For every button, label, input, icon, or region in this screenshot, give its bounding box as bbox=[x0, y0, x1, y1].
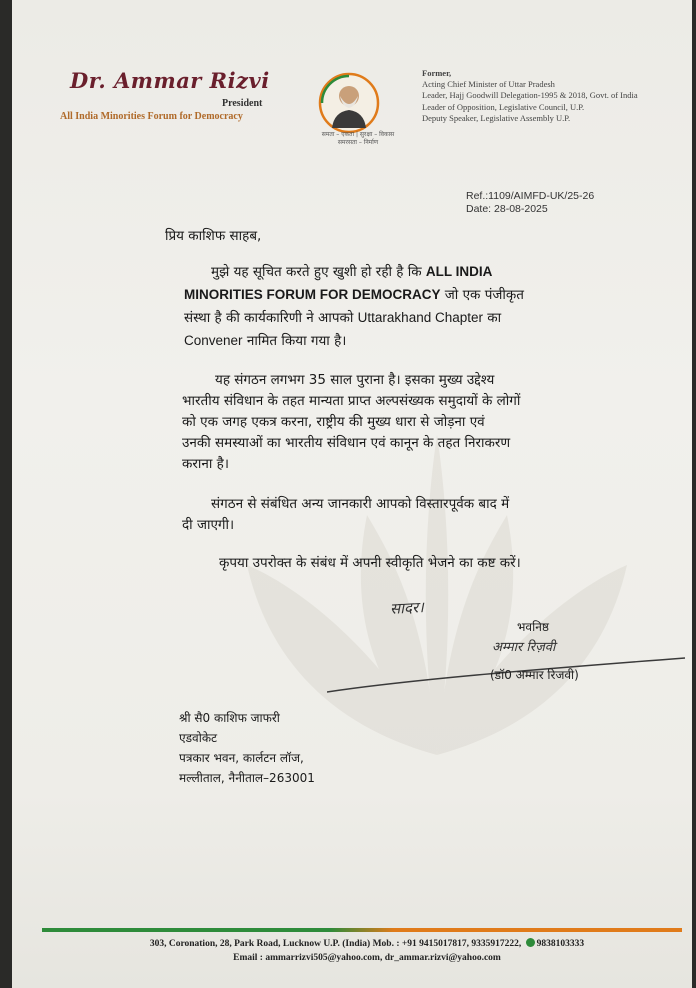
handwritten-signature: अम्मार रिज़वी bbox=[492, 640, 556, 655]
paragraph-2-line: भारतीय संविधान के तहत मान्यता प्राप्त अल्पसंख्यक समुदायों के लोगों bbox=[182, 393, 521, 409]
paragraph-3-line: संगठन से संबंधित अन्य जानकारी आपको विस्तारपूर्वक बाद में bbox=[211, 496, 510, 512]
chapter-name: Uttarakhand Chapter bbox=[357, 310, 483, 325]
footer-divider bbox=[42, 928, 682, 932]
former-role: Leader, Hajj Goodwill Delegation-1995 & 2018, Govt. of India bbox=[422, 90, 638, 101]
p1-text-c: संस्था है की कार्यकारिणी ने आपको bbox=[184, 310, 358, 326]
paragraph-3-line: दी जाएगी। bbox=[182, 517, 235, 533]
addressee-line: एडवोकेट bbox=[179, 731, 218, 745]
footer-address-text: 303, Coronation, 28, Park Road, Lucknow U.P. (India) Mob. : +91 9415017817, 9335917222, bbox=[149, 939, 522, 949]
motto-line-2: समरसता – निर्माण bbox=[337, 139, 379, 146]
addressee-line: पत्रकार भवन, कार्लटन लॉज, bbox=[179, 751, 304, 765]
p1-text-e: नामित किया गया है। bbox=[242, 333, 347, 349]
reference-block bbox=[466, 190, 594, 216]
closing-phrase: भवनिष्ठ bbox=[517, 620, 549, 634]
footer-address bbox=[47, 938, 687, 949]
former-role: Acting Chief Minister of Uttar Pradesh bbox=[422, 79, 555, 90]
addressee-line: मल्लीताल, नैनीताल–263001 bbox=[179, 771, 315, 785]
p1-text-d: का bbox=[483, 310, 502, 326]
paragraph-1-line-4 bbox=[184, 331, 346, 352]
paragraph-2-line: को एक जगह एकत्र करना, राष्ट्रीय की मुख्य धारा से जोड़ना एवं bbox=[182, 414, 485, 430]
letter-date: Date: 28-08-2025 bbox=[466, 203, 548, 215]
paragraph-2-line: कराना है। bbox=[182, 456, 229, 472]
convener-title: Convener bbox=[184, 333, 243, 348]
letterhead-motto bbox=[318, 131, 398, 147]
salutation: प्रिय काशिफ साहब, bbox=[165, 228, 262, 244]
letter-sheet bbox=[12, 0, 692, 988]
addressee-block bbox=[179, 708, 315, 788]
org-name-part-1: ALL INDIA bbox=[425, 264, 493, 279]
footer-email: Email : ammarrizvi505@yahoo.com, dr_ammar.rizvi@yahoo.com bbox=[233, 953, 501, 963]
letterhead-organization: All India Minorities Forum for Democracy bbox=[60, 111, 243, 122]
p1-text-b: जो एक पंजीकृत bbox=[440, 287, 524, 303]
p1-text-a: मुझे यह सूचित करते हुए खुशी हो रही है कि bbox=[211, 264, 426, 280]
paragraph-2-line: उनकी समस्याओं का भारतीय संविधान एवं कानून के तहत निराकरण bbox=[182, 435, 511, 451]
footer-whatsapp-number: 9838103333 bbox=[536, 939, 585, 949]
former-roles-block bbox=[422, 68, 638, 124]
former-role: Deputy Speaker, Legislative Assembly U.P. bbox=[422, 112, 571, 123]
whatsapp-icon bbox=[526, 938, 535, 947]
paragraph-1-line-1 bbox=[211, 262, 492, 283]
sig-note: सादर। bbox=[389, 598, 425, 618]
paragraph-1-line-2 bbox=[184, 285, 524, 306]
paragraph-1-line-3 bbox=[184, 308, 501, 329]
paragraph-2-line: यह संगठन लगभग 35 साल पुराना है। इसका मुख्य उद्देश्य bbox=[215, 372, 495, 388]
signatory-name: (डॉ0 अम्मार रिजवी) bbox=[490, 668, 579, 682]
motto-line-1: समता – एकता | सुरक्षा – विकास bbox=[321, 131, 395, 138]
portrait-image bbox=[318, 72, 380, 134]
letterhead-designation: President bbox=[222, 98, 263, 109]
addressee-line: श्री सै0 काशिफ जाफरी bbox=[179, 711, 280, 725]
org-name-part-2: MINORITIES FORUM FOR DEMOCRACY bbox=[184, 287, 441, 302]
former-role: Leader of Opposition, Legislative Council, U.P. bbox=[422, 101, 585, 112]
letterhead-name: Dr. Ammar Rizvi bbox=[70, 68, 270, 93]
reference-number: Ref.:1109/AIMFD-UK/25-26 bbox=[466, 190, 595, 202]
paragraph-4: कृपया उपरोक्त के संबंध में अपनी स्वीकृति भेजने का कष्ट करें। bbox=[219, 555, 521, 571]
former-label: Former, bbox=[422, 68, 452, 78]
